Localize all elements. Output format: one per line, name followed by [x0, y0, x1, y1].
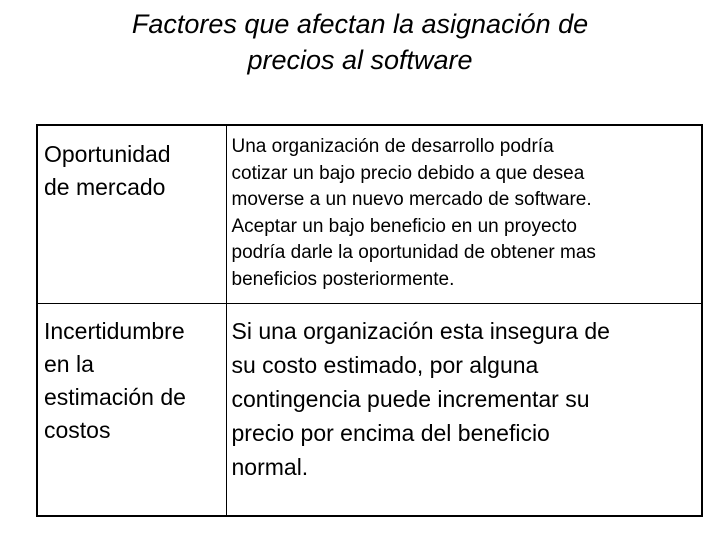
description-line: Una organización de desarrollo podría	[231, 136, 554, 157]
description-line: su costo estimado, por alguna	[231, 351, 539, 378]
pricing-factors-table	[36, 124, 703, 517]
description-line: Aceptar un bajo beneficio en un proyecto	[231, 215, 577, 237]
description-line: contingencia puede incrementar su	[231, 385, 590, 412]
factor-cell	[37, 303, 226, 516]
factor-line: Oportunidad	[44, 141, 171, 167]
factor-line: en la	[44, 350, 94, 377]
factor-line: estimación de	[44, 383, 186, 410]
description-line: cotizar un bajo precio debido a que desea	[231, 162, 585, 184]
description-line: Si una organización esta insegura de	[231, 317, 610, 344]
slide-title	[0, 6, 720, 78]
factor-cell	[37, 125, 226, 303]
title-line-1: Factores que afectan la asignación de	[131, 9, 589, 39]
title-line-2: precios al software	[247, 45, 473, 75]
factor-line: de mercado	[44, 174, 166, 200]
description-cell	[226, 125, 702, 303]
factor-line: costos	[44, 416, 111, 443]
table-row	[37, 303, 702, 516]
table-row	[37, 125, 702, 303]
description-line: podría darle la oportunidad de obtener mas	[231, 242, 596, 263]
description-line: beneficios posteriormente.	[231, 268, 455, 290]
description-line: normal.	[231, 453, 309, 480]
description-line: moverse a un nuevo mercado de software.	[231, 189, 592, 210]
description-cell	[226, 303, 702, 516]
factor-line: Incertidumbre	[44, 317, 185, 344]
description-line: precio por encima del beneficio	[231, 419, 550, 446]
